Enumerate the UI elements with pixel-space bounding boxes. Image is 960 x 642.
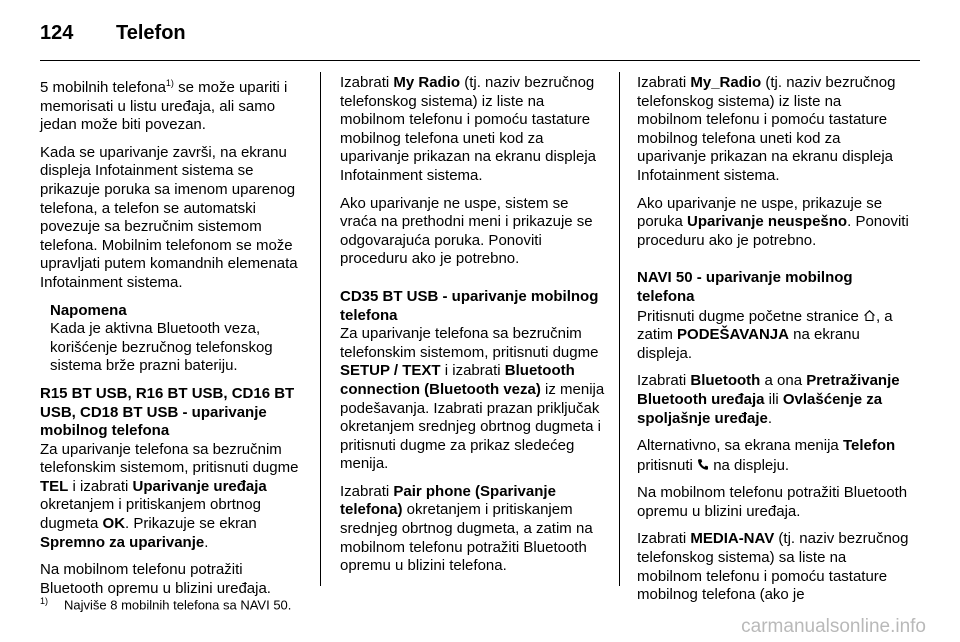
paragraph: Izabrati My Radio (tj. naziv bezručnog telefonskog sistema) iz liste na mobilnom telefonu i pomoću tastature mobilnog telefona uneti kod za uparivanje prikazan na ekranu displeja Infotainment sistema. bbox=[340, 74, 596, 184]
column-1 bbox=[40, 74, 306, 607]
column-divider-2 bbox=[619, 72, 620, 586]
home-icon bbox=[863, 307, 876, 326]
paragraph: Na mobilnom telefonu potražiti Bluetooth opremu u blizini uređaja. bbox=[637, 484, 908, 520]
note-box bbox=[40, 302, 306, 376]
header-rule bbox=[40, 60, 920, 61]
paragraph: Alternativno, sa ekrana menija Telefon pritisnuti na displeju. bbox=[637, 437, 896, 474]
phone-handset-icon bbox=[697, 456, 709, 475]
paragraph: Za uparivanje telefona sa bezručnim telefonskim sistemom, pritisnuti dugme SETUP / TEXT i izabrati Bluetooth connection (Bluetooth veza) iz menija podešavanja. Izabrati prazan priključak okretanjem srednjeg obrtnog dugmeta i pritisnuti dugme za prikaz sledećeg menija. bbox=[340, 325, 605, 473]
footnote-mark: 1) bbox=[40, 596, 49, 606]
footnote bbox=[40, 593, 291, 613]
section-heading: NAVI 50 - uparivanje mobilnog telefona bbox=[637, 269, 853, 305]
note-title: Napomena bbox=[50, 301, 127, 319]
footnote-reference: 1) bbox=[165, 78, 174, 88]
column-3 bbox=[637, 74, 909, 614]
paragraph: Za uparivanje telefona sa bezručnim telefonskim sistemom, pritisnuti dugme TEL i izabrati Uparivanje uređaja okretanjem i pritiskanjem obrtnog dugmeta OK. Prikazuje se ekran Spremno za uparivanje. bbox=[40, 440, 299, 551]
paragraph: Ako uparivanje ne uspe, prikazuje se poruka Uparivanje neuspešno. Ponoviti proceduru ako je potrebno. bbox=[637, 194, 909, 249]
page-number: 124 bbox=[40, 22, 74, 44]
paragraph: Kada se uparivanje završi, na ekranu displeja Infotainment sistema se prikazuje poruka sa imenom uparenog telefona, a telefon se automatski povezuje sa bezručnim sistemom telefona. Mobilnim telefonom se može upravljati putem komandnih elemenata Infotainment sistema. bbox=[40, 143, 298, 291]
note-text: Kada je aktivna Bluetooth veza, korišćenje bezručnog telefonskog sistema brže prazni bateriju. bbox=[50, 320, 273, 375]
paragraph: 5 mobilnih telefona$^{1)}$ se može upariti i memorisati u listu uređaja, ali samo jedan može biti povezan. bbox=[40, 78, 288, 134]
paragraph: Izabrati My_Radio (tj. naziv bezručnog telefonskog sistema) iz liste na mobilnom telefonu i pomoću tastature mobilnog telefona uneti kod za uparivanje prikazan na ekranu displeja Infotainment sistema. bbox=[637, 74, 896, 184]
paragraph: Pritisnuti dugme početne stranice , a zatim PODEŠAVANJA na ekranu displeja. bbox=[637, 307, 893, 362]
paragraph: Izabrati MEDIA-NAV (tj. naziv bezručnog telefonskog sistema) sa liste na mobilnom telefonu i pomoću tastature mobilnog telefona (ako je bbox=[637, 530, 909, 604]
paragraph: Ako uparivanje ne uspe, sistem se vraća na prethodni meni i prikazuje se odgovarajuća poruka. Ponoviti proceduru ako je potrebno. bbox=[340, 194, 593, 268]
column-divider-1 bbox=[320, 72, 321, 586]
page-header bbox=[40, 18, 920, 58]
column-2 bbox=[340, 74, 606, 585]
paragraph: Izabrati Bluetooth a ona Pretraživanje Bluetooth uređaja ili Ovlašćenje za spoljašnje uređaje. bbox=[637, 372, 900, 427]
footnote-text: Najviše 8 mobilnih telefona sa NAVI 50. bbox=[64, 597, 292, 613]
section-heading: R15 BT USB, R16 BT USB, CD16 BT USB, CD18 BT USB - uparivanje mobilnog telefona bbox=[40, 384, 295, 440]
section-title: Telefon bbox=[116, 22, 186, 44]
watermark: carmanualsonline.info bbox=[741, 616, 926, 637]
paragraph: Izabrati Pair phone (Sparivanje telefona) okretanjem i pritiskanjem srednjeg obrtnog dugmeta, a zatim na mobilnom telefonu potražiti Bluetooth opremu u blizini telefona. bbox=[340, 482, 593, 575]
paragraph: Na mobilnom telefonu potražiti Bluetooth opremu u blizini uređaja. bbox=[40, 561, 271, 597]
section-heading: CD35 BT USB - uparivanje mobilnog telefona bbox=[340, 287, 599, 324]
